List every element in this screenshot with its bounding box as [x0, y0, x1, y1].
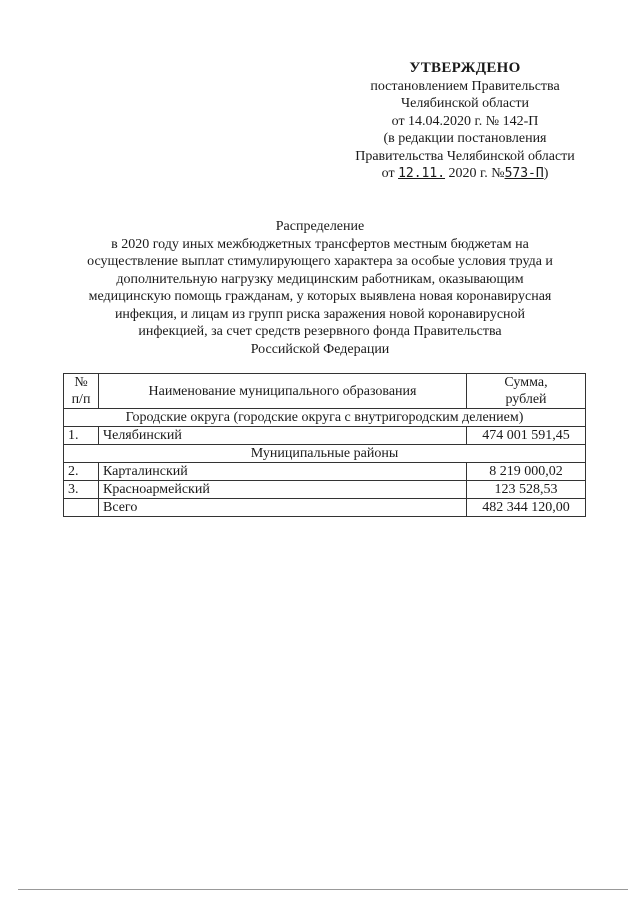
approval-line-1: постановлением Правительства — [370, 78, 560, 94]
approval-date-mid: 2020 г. № — [448, 166, 505, 181]
header-sum — [467, 374, 586, 409]
document-heading — [60, 218, 580, 358]
header-num-line1: № — [74, 375, 88, 390]
section-urban-districts: Городские округа (городские округа с внутригородским делением) — [64, 409, 586, 427]
total-label: Всего — [99, 499, 467, 517]
approval-date-suffix: ) — [543, 166, 549, 181]
row-sum: 474 001 591,45 — [467, 427, 586, 445]
row-name: Челябинский — [99, 427, 467, 445]
heading-line: инфекция, и лицам из групп риска заражения новой коронавирусной — [114, 306, 526, 322]
approval-line-2: Челябинской области — [401, 96, 529, 111]
heading-line: инфекцией, за счет средств резервного фонда Правительства — [138, 324, 502, 339]
approval-date-prefix: от — [381, 166, 395, 181]
approval-line-4: (в редакции постановления — [383, 131, 547, 146]
total-row — [64, 499, 586, 517]
heading-line: медицинскую помощь гражданам, у которых выявлена новая коронавирусная — [88, 289, 552, 304]
approval-date: 12.11. — [398, 166, 446, 181]
section-row-urban — [64, 409, 586, 427]
total-sum: 482 344 120,00 — [467, 499, 586, 517]
approval-line-5: Правительства Челябинской области — [355, 148, 575, 164]
page-bottom-divider — [18, 889, 628, 890]
header-num — [64, 374, 99, 409]
heading-title: Распределение — [275, 219, 365, 234]
heading-line: дополнительную нагрузку медицинским работникам, оказывающим — [116, 271, 524, 287]
row-num: 2. — [64, 463, 99, 481]
row-num: 3. — [64, 481, 99, 499]
row-name: Красноармейский — [99, 481, 467, 499]
header-sum-line1: Сумма, — [504, 375, 548, 390]
approval-block — [320, 60, 610, 183]
row-num: 1. — [64, 427, 99, 445]
header-num-line2: п/п — [71, 392, 91, 407]
approval-line-3: от 14.04.2020 г. № 142-П — [391, 113, 539, 129]
approval-line-6 — [320, 165, 610, 183]
header-sum-line2: рублей — [505, 392, 547, 407]
row-name: Карталинский — [99, 463, 467, 481]
table-row — [64, 427, 586, 445]
approval-title: УТВЕРЖДЕНО — [409, 60, 521, 76]
approval-number: 573-П — [504, 166, 544, 181]
heading-line: осуществление выплат стимулирующего характера за особые условия труда и — [87, 254, 553, 269]
heading-line: в 2020 году иных межбюджетных трансфертов местным бюджетам на — [111, 236, 529, 252]
table-row — [64, 481, 586, 499]
header-name: Наименование муниципального образования — [99, 374, 467, 409]
row-sum: 123 528,53 — [467, 481, 586, 499]
row-sum: 8 219 000,02 — [467, 463, 586, 481]
heading-line: Российской Федерации — [250, 341, 390, 357]
distribution-table — [63, 373, 586, 517]
section-row-municipal — [64, 445, 586, 463]
table-header-row — [64, 374, 586, 409]
table-row — [64, 463, 586, 481]
section-municipal-districts: Муниципальные районы — [64, 445, 586, 463]
total-num — [64, 499, 99, 517]
